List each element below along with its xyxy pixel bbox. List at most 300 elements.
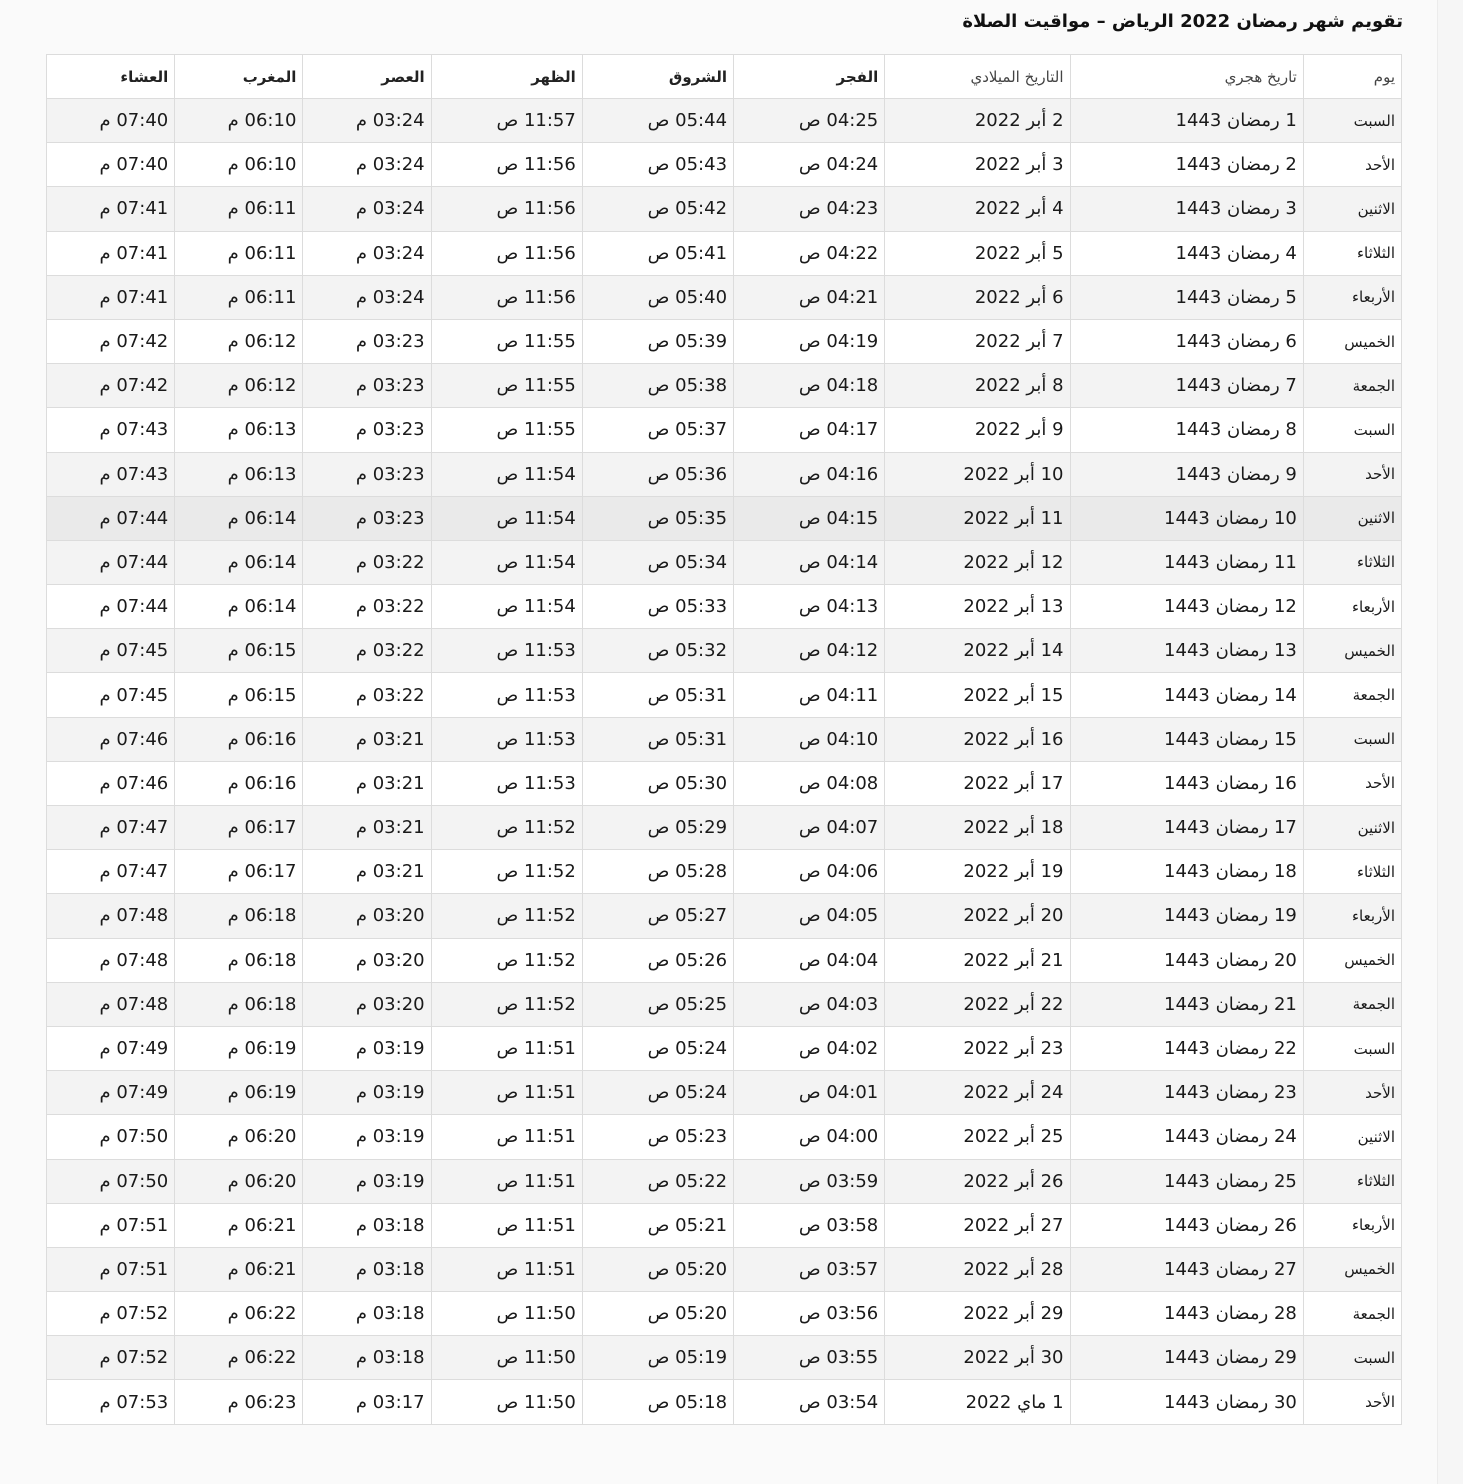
cell-sunrise: 05:20 ص	[582, 1292, 733, 1336]
cell-fajr: 03:56 ص	[734, 1292, 885, 1336]
cell-day: السبت	[1303, 717, 1401, 761]
cell-fajr: 04:12 ص	[734, 629, 885, 673]
table-row	[47, 761, 1402, 805]
cell-asr: 03:18 م	[303, 1203, 431, 1247]
cell-day: الثلاثاء	[1303, 850, 1401, 894]
cell-dhuhr: 11:54 ص	[431, 496, 582, 540]
cell-dhuhr: 11:54 ص	[431, 585, 582, 629]
cell-isha: 07:44 م	[47, 585, 175, 629]
cell-hijri-date: 23 رمضان 1443	[1070, 1071, 1303, 1115]
cell-asr: 03:22 م	[303, 629, 431, 673]
cell-day: الاثنين	[1303, 496, 1401, 540]
cell-isha: 07:40 م	[47, 99, 175, 143]
cell-asr: 03:18 م	[303, 1247, 431, 1291]
cell-gregorian-date: 7 أبر 2022	[885, 319, 1070, 363]
cell-dhuhr: 11:54 ص	[431, 452, 582, 496]
cell-sunrise: 05:32 ص	[582, 629, 733, 673]
cell-asr: 03:19 م	[303, 1026, 431, 1070]
cell-fajr: 04:06 ص	[734, 850, 885, 894]
cell-day: الاثنين	[1303, 806, 1401, 850]
cell-gregorian-date: 17 أبر 2022	[885, 761, 1070, 805]
cell-gregorian-date: 19 أبر 2022	[885, 850, 1070, 894]
cell-asr: 03:17 م	[303, 1380, 431, 1424]
cell-day: السبت	[1303, 408, 1401, 452]
cell-asr: 03:22 م	[303, 673, 431, 717]
cell-asr: 03:23 م	[303, 364, 431, 408]
cell-dhuhr: 11:51 ص	[431, 1203, 582, 1247]
cell-dhuhr: 11:52 ص	[431, 806, 582, 850]
cell-hijri-date: 30 رمضان 1443	[1070, 1380, 1303, 1424]
cell-hijri-date: 5 رمضان 1443	[1070, 275, 1303, 319]
cell-day: الثلاثاء	[1303, 540, 1401, 584]
cell-gregorian-date: 3 أبر 2022	[885, 143, 1070, 187]
cell-fajr: 04:11 ص	[734, 673, 885, 717]
cell-isha: 07:46 م	[47, 717, 175, 761]
cell-asr: 03:21 م	[303, 717, 431, 761]
cell-isha: 07:45 م	[47, 673, 175, 717]
table-row	[47, 894, 1402, 938]
cell-asr: 03:19 م	[303, 1159, 431, 1203]
cell-day: السبت	[1303, 1026, 1401, 1070]
cell-fajr: 04:04 ص	[734, 938, 885, 982]
cell-hijri-date: 3 رمضان 1443	[1070, 187, 1303, 231]
cell-hijri-date: 10 رمضان 1443	[1070, 496, 1303, 540]
cell-hijri-date: 6 رمضان 1443	[1070, 319, 1303, 363]
cell-maghrib: 06:21 م	[175, 1247, 303, 1291]
cell-gregorian-date: 13 أبر 2022	[885, 585, 1070, 629]
cell-gregorian-date: 28 أبر 2022	[885, 1247, 1070, 1291]
cell-sunrise: 05:19 ص	[582, 1336, 733, 1380]
cell-isha: 07:46 م	[47, 761, 175, 805]
cell-dhuhr: 11:57 ص	[431, 99, 582, 143]
cell-day: الأحد	[1303, 1380, 1401, 1424]
cell-asr: 03:19 م	[303, 1071, 431, 1115]
cell-isha: 07:53 م	[47, 1380, 175, 1424]
cell-gregorian-date: 29 أبر 2022	[885, 1292, 1070, 1336]
cell-dhuhr: 11:51 ص	[431, 1026, 582, 1070]
cell-day: الجمعة	[1303, 364, 1401, 408]
cell-day: الاثنين	[1303, 1115, 1401, 1159]
cell-maghrib: 06:22 م	[175, 1336, 303, 1380]
cell-sunrise: 05:18 ص	[582, 1380, 733, 1424]
cell-fajr: 04:15 ص	[734, 496, 885, 540]
cell-fajr: 04:23 ص	[734, 187, 885, 231]
cell-hijri-date: 2 رمضان 1443	[1070, 143, 1303, 187]
cell-sunrise: 05:37 ص	[582, 408, 733, 452]
cell-hijri-date: 20 رمضان 1443	[1070, 938, 1303, 982]
cell-sunrise: 05:36 ص	[582, 452, 733, 496]
header-dhuhr: الظهر	[431, 55, 582, 99]
cell-sunrise: 05:40 ص	[582, 275, 733, 319]
cell-maghrib: 06:16 م	[175, 717, 303, 761]
cell-gregorian-date: 20 أبر 2022	[885, 894, 1070, 938]
header-hijri-date: تاريخ هجري	[1070, 55, 1303, 99]
cell-fajr: 03:54 ص	[734, 1380, 885, 1424]
cell-gregorian-date: 10 أبر 2022	[885, 452, 1070, 496]
cell-hijri-date: 25 رمضان 1443	[1070, 1159, 1303, 1203]
cell-sunrise: 05:30 ص	[582, 761, 733, 805]
cell-isha: 07:50 م	[47, 1115, 175, 1159]
cell-asr: 03:18 م	[303, 1292, 431, 1336]
cell-gregorian-date: 9 أبر 2022	[885, 408, 1070, 452]
cell-asr: 03:21 م	[303, 761, 431, 805]
cell-gregorian-date: 26 أبر 2022	[885, 1159, 1070, 1203]
table-row	[47, 143, 1402, 187]
header-gregorian-date: التاريخ الميلادي	[885, 55, 1070, 99]
cell-gregorian-date: 27 أبر 2022	[885, 1203, 1070, 1247]
header-maghrib: المغرب	[175, 55, 303, 99]
cell-isha: 07:41 م	[47, 231, 175, 275]
cell-isha: 07:48 م	[47, 982, 175, 1026]
cell-isha: 07:40 م	[47, 143, 175, 187]
cell-fajr: 03:58 ص	[734, 1203, 885, 1247]
cell-maghrib: 06:14 م	[175, 585, 303, 629]
cell-asr: 03:24 م	[303, 231, 431, 275]
cell-hijri-date: 7 رمضان 1443	[1070, 364, 1303, 408]
cell-hijri-date: 15 رمضان 1443	[1070, 717, 1303, 761]
cell-sunrise: 05:21 ص	[582, 1203, 733, 1247]
cell-day: الجمعة	[1303, 673, 1401, 717]
header-asr: العصر	[303, 55, 431, 99]
cell-isha: 07:42 م	[47, 319, 175, 363]
cell-gregorian-date: 5 أبر 2022	[885, 231, 1070, 275]
table-row	[47, 1292, 1402, 1336]
cell-day: السبت	[1303, 1336, 1401, 1380]
cell-isha: 07:43 م	[47, 452, 175, 496]
table-row	[47, 231, 1402, 275]
cell-maghrib: 06:11 م	[175, 275, 303, 319]
table-body	[47, 99, 1402, 1425]
cell-dhuhr: 11:54 ص	[431, 540, 582, 584]
cell-fajr: 04:02 ص	[734, 1026, 885, 1070]
cell-isha: 07:41 م	[47, 275, 175, 319]
cell-sunrise: 05:25 ص	[582, 982, 733, 1026]
prayer-times-table	[46, 54, 1402, 1425]
table-row	[47, 938, 1402, 982]
cell-day: الثلاثاء	[1303, 231, 1401, 275]
table-row	[47, 1159, 1402, 1203]
cell-maghrib: 06:18 م	[175, 982, 303, 1026]
table-row	[47, 1115, 1402, 1159]
cell-isha: 07:52 م	[47, 1292, 175, 1336]
cell-dhuhr: 11:51 ص	[431, 1115, 582, 1159]
cell-maghrib: 06:15 م	[175, 629, 303, 673]
cell-asr: 03:19 م	[303, 1115, 431, 1159]
cell-sunrise: 05:28 ص	[582, 850, 733, 894]
table-row	[47, 187, 1402, 231]
cell-day: الأحد	[1303, 1071, 1401, 1115]
cell-maghrib: 06:12 م	[175, 319, 303, 363]
cell-maghrib: 06:10 م	[175, 99, 303, 143]
cell-maghrib: 06:17 م	[175, 806, 303, 850]
table-row	[47, 673, 1402, 717]
cell-dhuhr: 11:55 ص	[431, 408, 582, 452]
table-row	[47, 1026, 1402, 1070]
cell-dhuhr: 11:53 ص	[431, 761, 582, 805]
cell-isha: 07:49 م	[47, 1026, 175, 1070]
cell-gregorian-date: 21 أبر 2022	[885, 938, 1070, 982]
cell-gregorian-date: 30 أبر 2022	[885, 1336, 1070, 1380]
cell-maghrib: 06:14 م	[175, 540, 303, 584]
table-row	[47, 717, 1402, 761]
cell-maghrib: 06:18 م	[175, 938, 303, 982]
cell-hijri-date: 18 رمضان 1443	[1070, 850, 1303, 894]
table-row	[47, 496, 1402, 540]
cell-dhuhr: 11:56 ص	[431, 187, 582, 231]
cell-fajr: 04:10 ص	[734, 717, 885, 761]
table-row	[47, 1203, 1402, 1247]
table-row	[47, 408, 1402, 452]
cell-hijri-date: 19 رمضان 1443	[1070, 894, 1303, 938]
cell-fajr: 03:59 ص	[734, 1159, 885, 1203]
cell-dhuhr: 11:51 ص	[431, 1247, 582, 1291]
cell-hijri-date: 14 رمضان 1443	[1070, 673, 1303, 717]
cell-asr: 03:20 م	[303, 894, 431, 938]
cell-dhuhr: 11:53 ص	[431, 629, 582, 673]
cell-maghrib: 06:13 م	[175, 408, 303, 452]
cell-maghrib: 06:19 م	[175, 1071, 303, 1115]
cell-dhuhr: 11:56 ص	[431, 143, 582, 187]
cell-day: الاثنين	[1303, 187, 1401, 231]
cell-gregorian-date: 8 أبر 2022	[885, 364, 1070, 408]
cell-isha: 07:50 م	[47, 1159, 175, 1203]
cell-asr: 03:23 م	[303, 408, 431, 452]
cell-hijri-date: 22 رمضان 1443	[1070, 1026, 1303, 1070]
cell-gregorian-date: 11 أبر 2022	[885, 496, 1070, 540]
table-row	[47, 452, 1402, 496]
cell-fajr: 04:00 ص	[734, 1115, 885, 1159]
cell-day: الخميس	[1303, 629, 1401, 673]
cell-isha: 07:41 م	[47, 187, 175, 231]
cell-sunrise: 05:38 ص	[582, 364, 733, 408]
table-row	[47, 1336, 1402, 1380]
cell-day: الثلاثاء	[1303, 1159, 1401, 1203]
table-row	[47, 1071, 1402, 1115]
cell-hijri-date: 26 رمضان 1443	[1070, 1203, 1303, 1247]
cell-fajr: 04:25 ص	[734, 99, 885, 143]
cell-isha: 07:49 م	[47, 1071, 175, 1115]
cell-gregorian-date: 15 أبر 2022	[885, 673, 1070, 717]
table-row	[47, 364, 1402, 408]
cell-isha: 07:48 م	[47, 938, 175, 982]
cell-isha: 07:43 م	[47, 408, 175, 452]
cell-day: الخميس	[1303, 319, 1401, 363]
cell-fajr: 04:17 ص	[734, 408, 885, 452]
cell-maghrib: 06:14 م	[175, 496, 303, 540]
cell-dhuhr: 11:50 ص	[431, 1292, 582, 1336]
cell-sunrise: 05:24 ص	[582, 1071, 733, 1115]
cell-gregorian-date: 16 أبر 2022	[885, 717, 1070, 761]
cell-isha: 07:51 م	[47, 1247, 175, 1291]
cell-hijri-date: 28 رمضان 1443	[1070, 1292, 1303, 1336]
cell-sunrise: 05:31 ص	[582, 673, 733, 717]
cell-fajr: 04:03 ص	[734, 982, 885, 1026]
header-isha: العشاء	[47, 55, 175, 99]
cell-isha: 07:48 م	[47, 894, 175, 938]
cell-day: الأربعاء	[1303, 894, 1401, 938]
cell-maghrib: 06:13 م	[175, 452, 303, 496]
cell-sunrise: 05:41 ص	[582, 231, 733, 275]
cell-dhuhr: 11:50 ص	[431, 1336, 582, 1380]
cell-sunrise: 05:27 ص	[582, 894, 733, 938]
cell-sunrise: 05:44 ص	[582, 99, 733, 143]
cell-sunrise: 05:26 ص	[582, 938, 733, 982]
cell-sunrise: 05:33 ص	[582, 585, 733, 629]
cell-gregorian-date: 24 أبر 2022	[885, 1071, 1070, 1115]
cell-sunrise: 05:23 ص	[582, 1115, 733, 1159]
cell-hijri-date: 12 رمضان 1443	[1070, 585, 1303, 629]
cell-sunrise: 05:43 ص	[582, 143, 733, 187]
cell-sunrise: 05:42 ص	[582, 187, 733, 231]
cell-day: الأحد	[1303, 761, 1401, 805]
cell-dhuhr: 11:52 ص	[431, 982, 582, 1026]
cell-sunrise: 05:31 ص	[582, 717, 733, 761]
cell-asr: 03:23 م	[303, 496, 431, 540]
cell-gregorian-date: 6 أبر 2022	[885, 275, 1070, 319]
cell-day: السبت	[1303, 99, 1401, 143]
cell-maghrib: 06:20 م	[175, 1115, 303, 1159]
cell-gregorian-date: 2 أبر 2022	[885, 99, 1070, 143]
cell-isha: 07:44 م	[47, 496, 175, 540]
cell-dhuhr: 11:55 ص	[431, 364, 582, 408]
cell-gregorian-date: 22 أبر 2022	[885, 982, 1070, 1026]
cell-fajr: 04:08 ص	[734, 761, 885, 805]
table-row	[47, 1247, 1402, 1291]
vertical-scrollbar[interactable]	[1437, 0, 1463, 1484]
cell-fajr: 04:16 ص	[734, 452, 885, 496]
header-fajr: الفجر	[734, 55, 885, 99]
cell-day: الخميس	[1303, 1247, 1401, 1291]
cell-sunrise: 05:20 ص	[582, 1247, 733, 1291]
cell-maghrib: 06:19 م	[175, 1026, 303, 1070]
cell-gregorian-date: 14 أبر 2022	[885, 629, 1070, 673]
cell-isha: 07:47 م	[47, 806, 175, 850]
cell-dhuhr: 11:56 ص	[431, 275, 582, 319]
cell-fajr: 04:14 ص	[734, 540, 885, 584]
cell-hijri-date: 17 رمضان 1443	[1070, 806, 1303, 850]
table-row	[47, 806, 1402, 850]
cell-fajr: 04:19 ص	[734, 319, 885, 363]
cell-sunrise: 05:35 ص	[582, 496, 733, 540]
cell-maghrib: 06:11 م	[175, 231, 303, 275]
cell-day: الأربعاء	[1303, 275, 1401, 319]
table-row	[47, 540, 1402, 584]
cell-fajr: 03:55 ص	[734, 1336, 885, 1380]
cell-hijri-date: 1 رمضان 1443	[1070, 99, 1303, 143]
cell-day: الأحد	[1303, 143, 1401, 187]
cell-dhuhr: 11:52 ص	[431, 938, 582, 982]
cell-isha: 07:42 م	[47, 364, 175, 408]
cell-sunrise: 05:22 ص	[582, 1159, 733, 1203]
cell-dhuhr: 11:56 ص	[431, 231, 582, 275]
table-row	[47, 982, 1402, 1026]
cell-fajr: 04:22 ص	[734, 231, 885, 275]
cell-maghrib: 06:16 م	[175, 761, 303, 805]
cell-maghrib: 06:23 م	[175, 1380, 303, 1424]
cell-hijri-date: 21 رمضان 1443	[1070, 982, 1303, 1026]
cell-asr: 03:21 م	[303, 850, 431, 894]
cell-maghrib: 06:18 م	[175, 894, 303, 938]
page-title: تقويم شهر رمضان 2022 الرياض – مواقيت الصلاة	[962, 11, 1403, 32]
cell-hijri-date: 8 رمضان 1443	[1070, 408, 1303, 452]
cell-asr: 03:24 م	[303, 275, 431, 319]
table-row	[47, 1380, 1402, 1424]
cell-dhuhr: 11:55 ص	[431, 319, 582, 363]
cell-gregorian-date: 23 أبر 2022	[885, 1026, 1070, 1070]
cell-maghrib: 06:21 م	[175, 1203, 303, 1247]
cell-hijri-date: 4 رمضان 1443	[1070, 231, 1303, 275]
cell-maghrib: 06:17 م	[175, 850, 303, 894]
cell-asr: 03:20 م	[303, 982, 431, 1026]
cell-isha: 07:51 م	[47, 1203, 175, 1247]
cell-day: الأربعاء	[1303, 1203, 1401, 1247]
cell-asr: 03:23 م	[303, 319, 431, 363]
cell-fajr: 04:05 ص	[734, 894, 885, 938]
cell-fajr: 04:21 ص	[734, 275, 885, 319]
table-row	[47, 629, 1402, 673]
cell-asr: 03:23 م	[303, 452, 431, 496]
cell-day: الخميس	[1303, 938, 1401, 982]
cell-maghrib: 06:20 م	[175, 1159, 303, 1203]
cell-sunrise: 05:34 ص	[582, 540, 733, 584]
cell-isha: 07:52 م	[47, 1336, 175, 1380]
table-row	[47, 319, 1402, 363]
cell-isha: 07:44 م	[47, 540, 175, 584]
cell-sunrise: 05:29 ص	[582, 806, 733, 850]
cell-hijri-date: 29 رمضان 1443	[1070, 1336, 1303, 1380]
cell-asr: 03:24 م	[303, 99, 431, 143]
cell-sunrise: 05:39 ص	[582, 319, 733, 363]
cell-asr: 03:20 م	[303, 938, 431, 982]
header-day: يوم	[1303, 55, 1401, 99]
cell-day: الجمعة	[1303, 1292, 1401, 1336]
cell-gregorian-date: 12 أبر 2022	[885, 540, 1070, 584]
cell-maghrib: 06:15 م	[175, 673, 303, 717]
cell-hijri-date: 24 رمضان 1443	[1070, 1115, 1303, 1159]
table-header-row	[47, 55, 1402, 99]
table-row	[47, 850, 1402, 894]
cell-sunrise: 05:24 ص	[582, 1026, 733, 1070]
cell-fajr: 04:13 ص	[734, 585, 885, 629]
cell-gregorian-date: 4 أبر 2022	[885, 187, 1070, 231]
cell-hijri-date: 13 رمضان 1443	[1070, 629, 1303, 673]
cell-asr: 03:21 م	[303, 806, 431, 850]
table-row	[47, 275, 1402, 319]
cell-dhuhr: 11:51 ص	[431, 1159, 582, 1203]
table-row	[47, 585, 1402, 629]
cell-fajr: 04:24 ص	[734, 143, 885, 187]
cell-dhuhr: 11:53 ص	[431, 673, 582, 717]
cell-dhuhr: 11:50 ص	[431, 1380, 582, 1424]
cell-fajr: 03:57 ص	[734, 1247, 885, 1291]
cell-asr: 03:24 م	[303, 143, 431, 187]
cell-fajr: 04:07 ص	[734, 806, 885, 850]
cell-hijri-date: 9 رمضان 1443	[1070, 452, 1303, 496]
cell-gregorian-date: 1 ماي 2022	[885, 1380, 1070, 1424]
cell-isha: 07:47 م	[47, 850, 175, 894]
cell-day: الأربعاء	[1303, 585, 1401, 629]
cell-maghrib: 06:12 م	[175, 364, 303, 408]
cell-asr: 03:22 م	[303, 585, 431, 629]
cell-asr: 03:18 م	[303, 1336, 431, 1380]
cell-fajr: 04:18 ص	[734, 364, 885, 408]
cell-asr: 03:24 م	[303, 187, 431, 231]
cell-dhuhr: 11:53 ص	[431, 717, 582, 761]
cell-dhuhr: 11:52 ص	[431, 894, 582, 938]
cell-gregorian-date: 18 أبر 2022	[885, 806, 1070, 850]
cell-day: الأحد	[1303, 452, 1401, 496]
cell-fajr: 04:01 ص	[734, 1071, 885, 1115]
